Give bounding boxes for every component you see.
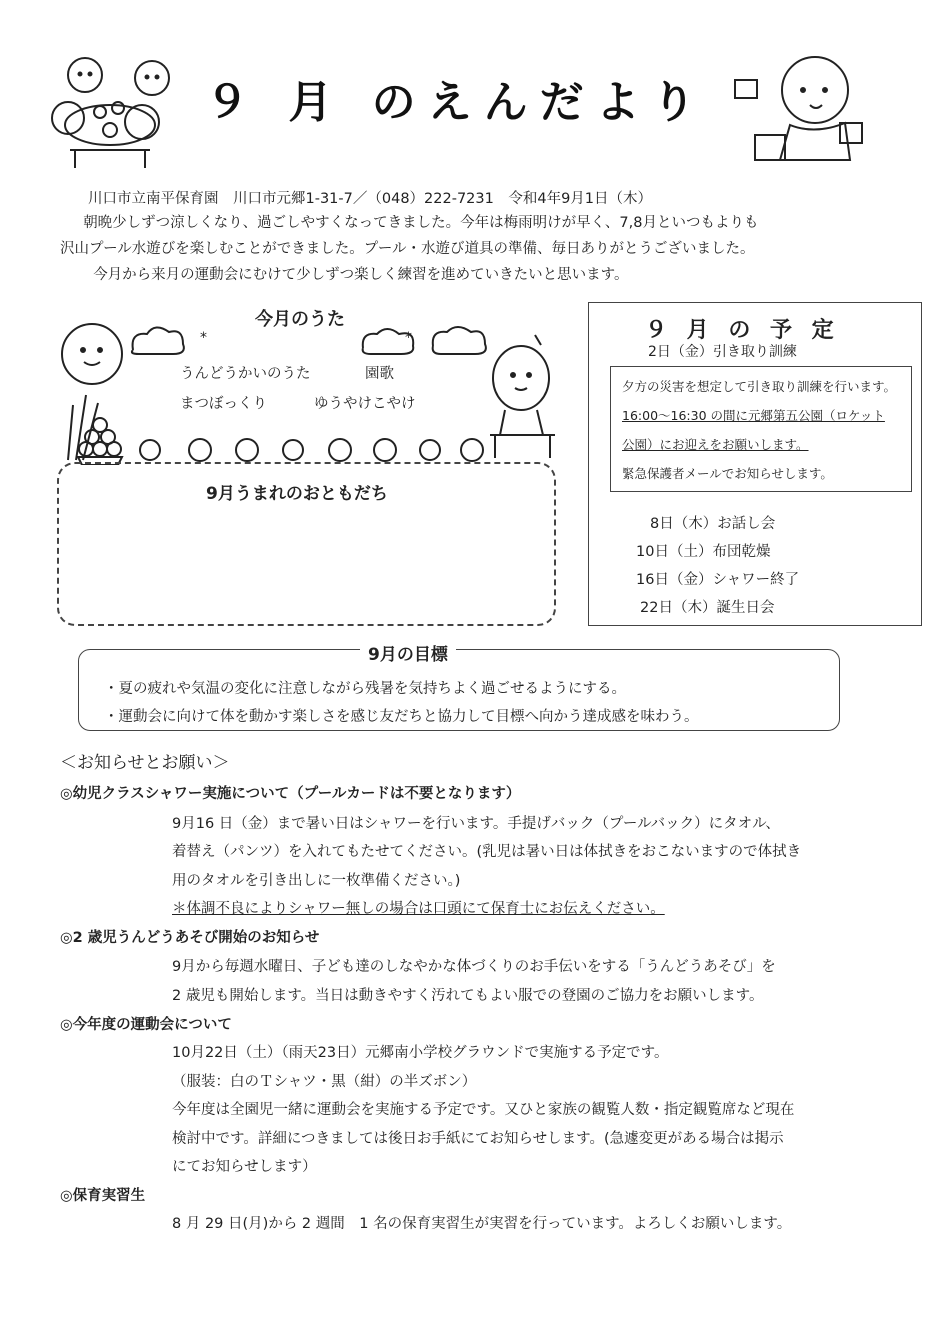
intro-line: 沢山プール水遊びを楽しむことができました。プール・水遊び道具の準備、毎日ありがとうございました。 bbox=[60, 241, 755, 257]
goal-item: ・運動会に向けて体を動かす楽しさを感じ友だちと協力して目標へ向かう達成感を味わう。 bbox=[104, 709, 699, 725]
section-line: （服装：白のＴシャツ・黒（紺）の半ズボン） bbox=[172, 1074, 477, 1090]
org-info-line: 川口市立南平保育園 川口市元郷1-31-7／（048）222-7231 令和4年9月1日（木） bbox=[88, 191, 653, 207]
girl-on-bench-illustration bbox=[485, 330, 560, 460]
song-item: 園歌 bbox=[365, 366, 394, 382]
intro-paragraph bbox=[60, 210, 890, 288]
section-line: 用のタオルを引き出しに一枚準備ください。) bbox=[172, 873, 461, 889]
drill-notice-line: 夕方の災害を想定して引き取り訓練を行います。 bbox=[622, 379, 897, 394]
birthday-title: 9月うまれのおともだち bbox=[200, 479, 394, 504]
svg-text:*: * bbox=[405, 330, 412, 346]
schedule-subtitle: 2日（金）引き取り訓練 bbox=[648, 344, 797, 360]
notices-heading: ＜お知らせとお願い＞ bbox=[60, 753, 230, 773]
section-line: 着替え（パンツ）を入れてもたせてください。(乳児は暑い日は体拭きをおこないますので体拭き bbox=[172, 844, 802, 860]
goals-title: 9月の目標 bbox=[360, 640, 456, 665]
schedule-item: 22日（木）誕生日会 bbox=[640, 600, 775, 616]
section-line: 9月16 日（金）まで暑い日はシャワーを行います。手提げバック（プールバック）にタオル、 bbox=[172, 816, 780, 832]
children-eating-illustration bbox=[40, 50, 200, 170]
section-line: ＊体調不良によりシャワー無しの場合は口頭にて保育士にお伝えください。 bbox=[172, 901, 665, 917]
acorns-decoration bbox=[135, 425, 490, 465]
baby-blocks-illustration bbox=[730, 35, 880, 175]
dango-susuki-illustration bbox=[58, 385, 133, 465]
schedule-item: 8日（木）お話し会 bbox=[650, 516, 776, 532]
section-line: 8 月 29 日(月)から 2 週間 1 名の保育実習生が実習を行っています。よろしくお願いします。 bbox=[172, 1216, 792, 1232]
section-line: 2 歳児も開始します。当日は動きやすく汚れてもよい服での登園のご協力をお願いします。 bbox=[172, 988, 764, 1004]
intro-line: 朝晩少しずつ涼しくなり、過ごしやすくなってきました。今年は梅雨明けが早く、7,8月といつもよりも bbox=[83, 215, 759, 231]
section-line: 今年度は全園児一緒に運動会を実施する予定です。又ひと家族の観覧人数・指定観覧席など現在 bbox=[172, 1102, 795, 1118]
section-line: 10月22日（土）（雨天23日）元郷南小学校グラウンドで実施する予定です。 bbox=[172, 1045, 669, 1061]
section-title: ◎今年度の運動会について bbox=[60, 1017, 232, 1033]
section-line: にてお知らせします） bbox=[172, 1159, 317, 1175]
song-item: まつぼっくり bbox=[180, 396, 267, 412]
goal-item: ・夏の疲れや気温の変化に注意しながら残暑を気持ちよく過ごせるようにする。 bbox=[104, 681, 626, 697]
song-item: うんどうかいのうた bbox=[180, 366, 311, 382]
song-item: ゆうやけこやけ bbox=[314, 396, 416, 412]
schedule-title: ９ 月 の 予 定 bbox=[645, 318, 840, 343]
drill-notice-line: 公園）にお迎えをお願いします。 bbox=[622, 437, 809, 452]
schedule-item: 10日（土）布団乾燥 bbox=[636, 544, 771, 560]
section-line: 検討中です。詳細につきましては後日お手紙にてお知らせします。(急遽変更がある場合は掲示 bbox=[172, 1131, 784, 1147]
schedule-item: 16日（金）シャワー終了 bbox=[636, 572, 800, 588]
drill-notice-line: 緊急保護者メールでお知らせします。 bbox=[622, 466, 833, 481]
section-title: ◎幼児クラスシャワー実施について（プールカードは不要となります） bbox=[60, 786, 521, 802]
intro-line: 今月から来月の運動会にむけて少しずつ楽しく練習を進めていきたいと思います。 bbox=[93, 267, 629, 283]
page-title: ９ 月 のえんだより bbox=[205, 77, 708, 128]
section-title: ◎保育実習生 bbox=[60, 1188, 146, 1204]
song-title: 今月のうた bbox=[255, 309, 345, 330]
svg-text:*: * bbox=[200, 330, 207, 346]
section-title: ◎2 歳児うんどうあそび開始のお知らせ bbox=[60, 930, 320, 946]
section-line: 9月から毎週水曜日、子ども達のしなやかな体づくりのお手伝いをする「うんどうあそび」を bbox=[172, 959, 776, 975]
drill-notice-line: 16:00～16:30 の間に元郷第五公園（ロケット bbox=[622, 408, 885, 423]
moon-face-illustration bbox=[52, 320, 132, 390]
